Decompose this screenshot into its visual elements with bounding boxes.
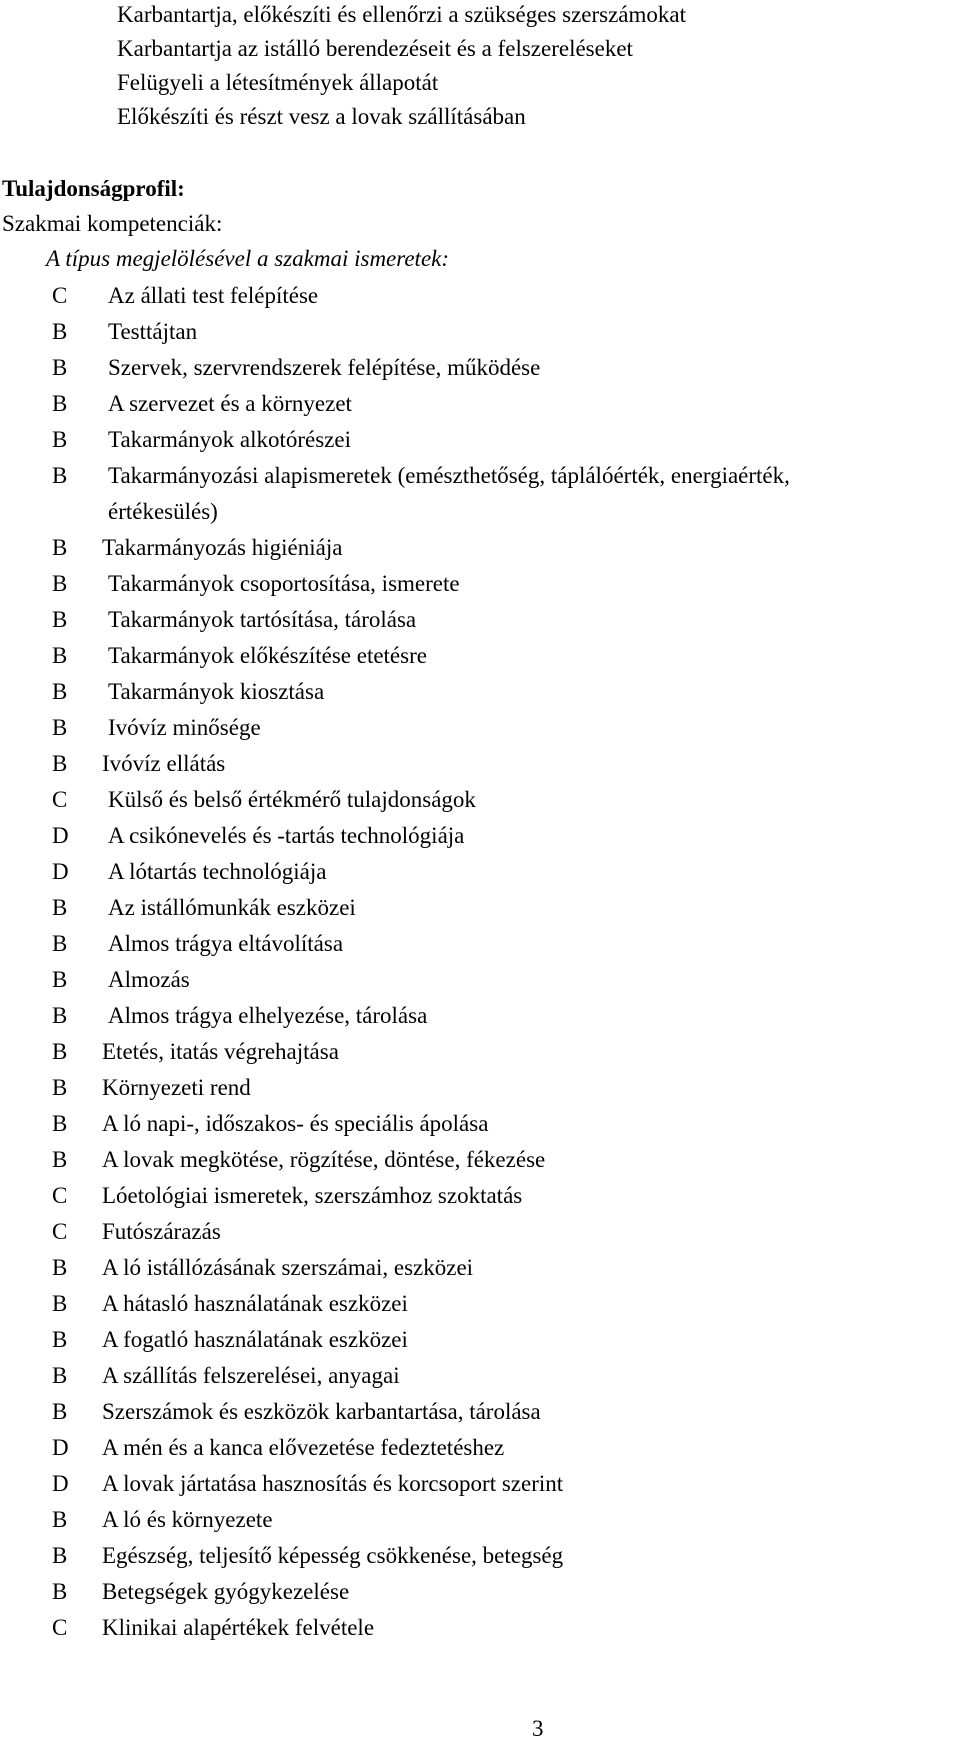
level-code: B [52,751,68,776]
section-title: Tulajdonságprofil: [2,176,185,201]
level-code: B [52,715,68,740]
level-code: D [52,823,69,848]
level-code: B [52,1507,68,1532]
item-text: Takarmányok tartósítása, tárolása [108,607,417,632]
item-text: Testtájtan [108,319,198,344]
level-code: B [52,1579,68,1604]
item-text: A lovak jártatása hasznosítás és korcsoport szerint [102,1471,564,1496]
level-code: B [52,679,68,704]
item-text: Ivóvíz minősége [108,715,261,740]
level-code: B [52,1111,68,1136]
level-code: B [52,319,68,344]
item-text: Takarmányozási alapismeretek (emészthetőség, táplálóérték, energiaérték, [108,463,790,488]
level-code: B [52,1147,68,1172]
item-text: Almozás [108,967,190,992]
item-text: A szállítás felszerelései, anyagai [102,1363,400,1388]
item-text: Környezeti rend [102,1075,251,1100]
item-text: A csikónevelés és -tartás technológiája [108,823,465,848]
task-line: Karbantartja, előkészíti és ellenőrzi a szükséges szerszámokat [117,2,687,27]
level-code: D [52,1435,69,1460]
level-code: B [52,427,68,452]
subtitle: Szakmai kompetenciák: [2,211,223,236]
item-text: A lovak megkötése, rögzítése, döntése, fékezése [102,1147,546,1172]
item-text: Takarmányok kiosztása [108,679,325,704]
level-code: B [52,1363,68,1388]
level-code: B [52,1291,68,1316]
task-line: Előkészíti és részt vesz a lovak szállításában [117,104,526,129]
item-text: A ló és környezete [102,1507,273,1532]
item-text: Szervek, szervrendszerek felépítése, működése [108,355,541,380]
item-text: Takarmányok csoportosítása, ismerete [108,571,460,596]
level-code: D [52,1471,69,1496]
level-code: B [52,1255,68,1280]
item-text: Lóetológiai ismeretek, szerszámhoz szoktatás [102,1183,523,1208]
task-line: Karbantartja az istálló berendezéseit és a felszereléseket [117,36,633,61]
level-code: C [52,1183,68,1208]
item-text: A hátasló használatának eszközei [102,1291,408,1316]
level-code: B [52,463,68,488]
level-code: D [52,859,69,884]
level-code: B [52,967,68,992]
level-code: B [52,1039,68,1064]
item-text: Külső és belső értékmérő tulajdonságok [108,787,476,812]
item-text-continuation: értékesülés) [108,499,218,524]
item-text: A lótartás technológiája [108,859,327,884]
level-code: B [52,535,68,560]
level-code: B [52,1327,68,1352]
item-text: Szerszámok és eszközök karbantartása, tárolása [102,1399,541,1424]
level-code: C [52,283,68,308]
item-text: A ló napi-, időszakos- és speciális ápolása [102,1111,489,1136]
item-text: Almos trágya elhelyezése, tárolása [108,1003,428,1028]
level-code: B [52,391,68,416]
level-code: B [52,1543,68,1568]
item-text: Futószárazás [102,1219,221,1244]
level-code: B [52,895,68,920]
item-text: Az állati test felépítése [108,283,319,308]
italic-heading: A típus megjelölésével a szakmai ismeretek: [46,246,450,271]
level-code: B [52,1003,68,1028]
level-code: B [52,1399,68,1424]
item-text: Betegségek gyógykezelése [102,1579,350,1604]
item-text: A mén és a kanca elővezetése fedeztetéshez [102,1435,505,1460]
item-text: Etetés, itatás végrehajtása [102,1039,339,1064]
item-text: Takarmányozás higiéniája [102,535,343,560]
level-code: B [52,1075,68,1100]
level-code: C [52,1219,68,1244]
item-text: Takarmányok előkészítése etetésre [108,643,427,668]
item-text: Takarmányok alkotórészei [108,427,351,452]
item-text: A ló istállózásának szerszámai, eszközei [102,1255,474,1280]
level-code: B [52,355,68,380]
item-text: Ivóvíz ellátás [102,751,226,776]
level-code: B [52,607,68,632]
level-code: C [52,787,68,812]
level-code: B [52,571,68,596]
item-text: Az istállómunkák eszközei [108,895,356,920]
page-number: 3 [532,1716,544,1741]
task-line: Felügyeli a létesítmények állapotát [117,70,439,95]
item-text: Almos trágya eltávolítása [108,931,344,956]
item-text: Klinikai alapértékek felvétele [102,1615,375,1640]
item-text: A szervezet és a környezet [108,391,352,416]
item-text: Egészség, teljesítő képesség csökkenése, betegség [102,1543,564,1568]
item-text: A fogatló használatának eszközei [102,1327,408,1352]
level-code: C [52,1615,68,1640]
level-code: B [52,931,68,956]
level-code: B [52,643,68,668]
